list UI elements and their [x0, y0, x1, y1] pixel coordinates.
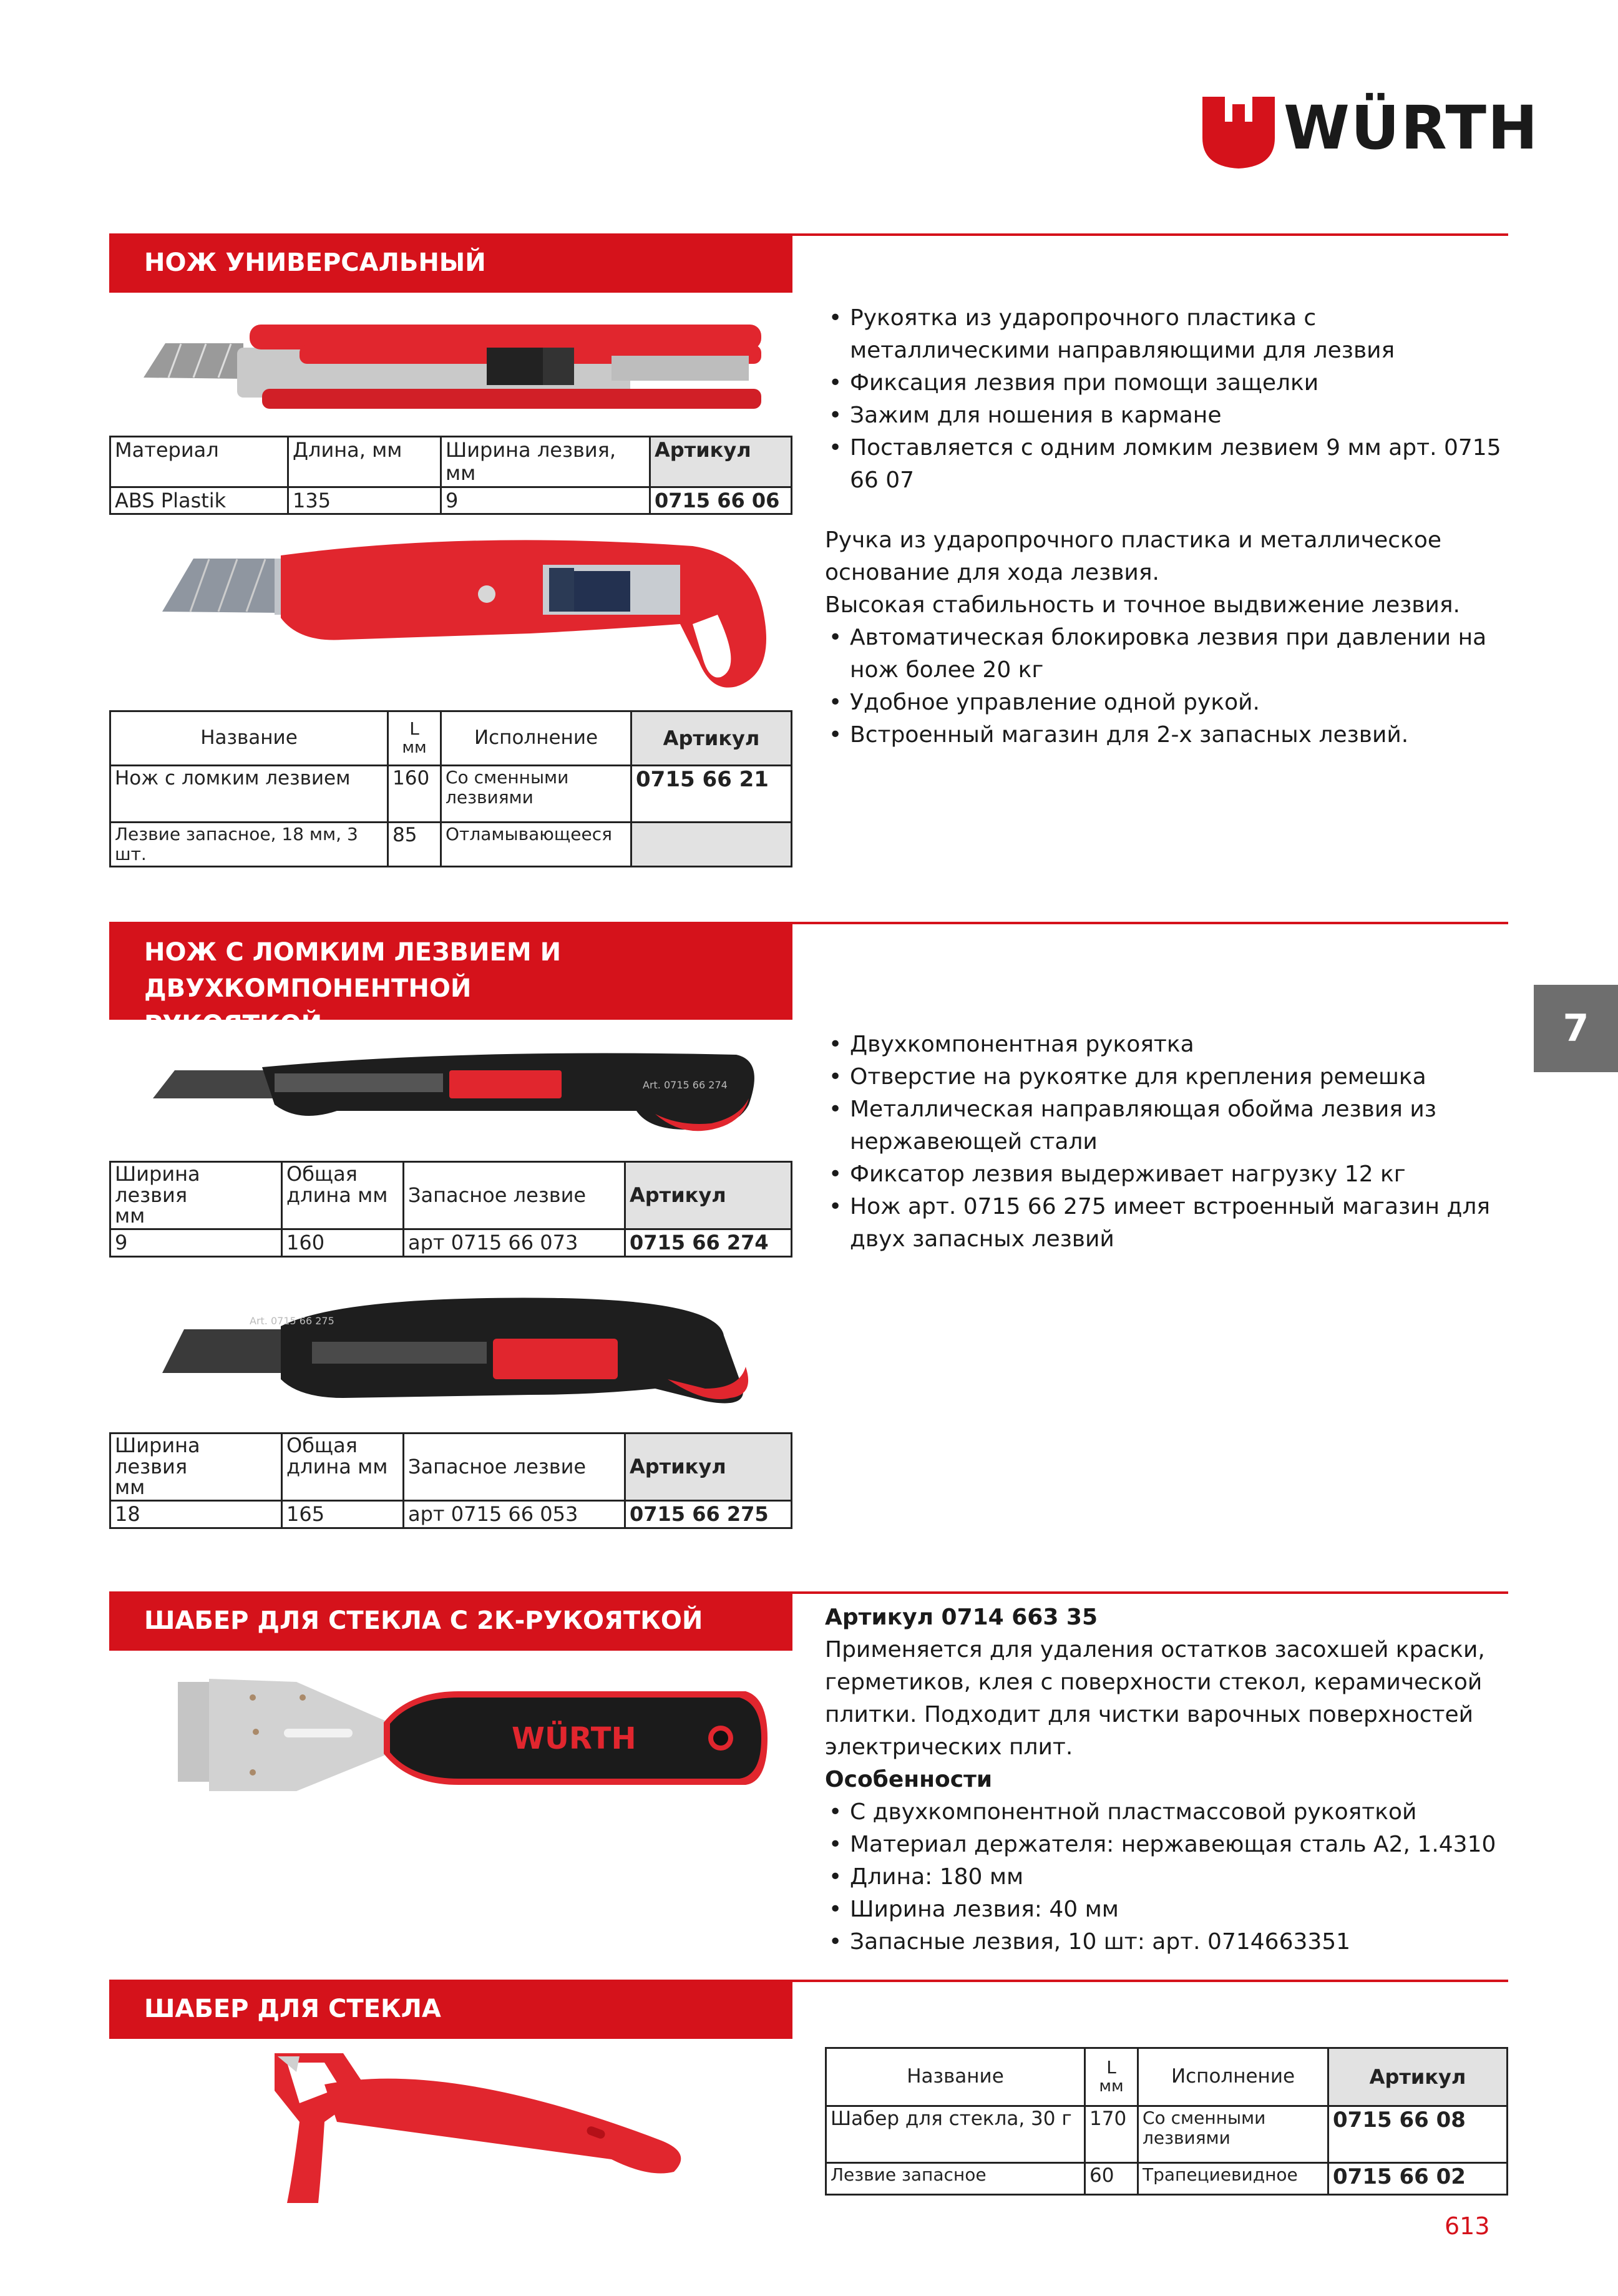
- article-number: Артикул 0714 663 35: [825, 1605, 1098, 1630]
- knife-275-image: [156, 1286, 768, 1423]
- table-cell: 165: [282, 1500, 404, 1528]
- section-rule: [792, 1591, 1508, 1594]
- table-header-length: Общая длина мм: [282, 1434, 404, 1501]
- section-title-2k-knife: НОЖ С ЛОМКИМ ЛЕЗВИЕМ И ДВУХКОМПОНЕНТНОЙ РУКОЯТКОЙ: [109, 922, 792, 1020]
- table-cell: арт 0715 66 073: [404, 1229, 625, 1256]
- table-header: Материал: [110, 437, 288, 487]
- section-title-glass-scraper: ШАБЕР ДЛЯ СТЕКЛА: [109, 1980, 792, 2039]
- table-cell: ABS Plastik: [110, 487, 288, 514]
- table-header-article: Артикул: [625, 1434, 792, 1501]
- logo-text: WÜRTH: [1284, 93, 1539, 163]
- table-cell: 60: [1085, 2163, 1138, 2195]
- table-cell: Трапециевидное: [1138, 2163, 1328, 2195]
- table-cell: Лезвие запасное: [826, 2163, 1085, 2195]
- page-number: 613: [1445, 2212, 1490, 2240]
- scraper-2k-description: [825, 1601, 1511, 1958]
- section-rule: [792, 922, 1508, 924]
- table-header-length: L мм: [1085, 2048, 1138, 2106]
- table-cell-article: 0715 66 08: [1328, 2106, 1508, 2163]
- list-item: • Двухкомпонентная рукоятка: [825, 1028, 1508, 1061]
- list-item: • Металлическая направляющая обойма лезвия из нержавеющей стали: [825, 1093, 1508, 1158]
- table-header-article: Артикул: [625, 1162, 792, 1229]
- table-cell-article: 0715 66 21: [631, 766, 792, 823]
- table-header-length: Общая длина мм: [282, 1162, 404, 1229]
- list-item: • С двухкомпонентной пластмассовой рукояткой: [825, 1796, 1511, 1829]
- table-header: Исполнение: [1138, 2048, 1328, 2106]
- list-item: • Удобное управление одной рукой.: [825, 686, 1508, 719]
- paragraph: Применяется для удаления остатков засохшей краски, герметиков, клея с поверхности стекол, керамической плитки. Подходит для чистки варочных поверхностей электрических плит.: [825, 1637, 1485, 1760]
- table-cell: 160: [388, 766, 441, 823]
- handle-logo: WÜRTH: [512, 1721, 636, 1756]
- table-cell-article: 0715 66 275: [625, 1500, 792, 1528]
- knife-275-table: [109, 1432, 792, 1529]
- table-header: Ширина лезвия, мм: [441, 437, 650, 487]
- list-item: • Фиксация лезвия при помощи защелки: [825, 367, 1508, 399]
- table-cell: 170: [1085, 2106, 1138, 2163]
- knife-274-table: [109, 1161, 792, 1258]
- table-cell: 85: [388, 823, 441, 867]
- table-cell: 9: [110, 1229, 282, 1256]
- table-header: Запасное лезвие: [404, 1162, 625, 1229]
- section-rule: [792, 233, 1508, 236]
- list-item: • Запасные лезвия, 10 шт: арт. 0714663351: [825, 1926, 1511, 1958]
- table-cell: Отламывающееся: [441, 823, 631, 867]
- 2k-knife-features: [825, 1028, 1508, 1256]
- table-header-article: Артикул: [1328, 2048, 1508, 2106]
- universal-knife-features: [825, 302, 1508, 497]
- table-cell: Лезвие запасное, 18 мм, 3 шт.: [110, 823, 388, 867]
- table-cell: 160: [282, 1229, 404, 1256]
- list-item: • Отверстие на рукоятке для крепления ремешка: [825, 1061, 1508, 1093]
- table-cell: арт 0715 66 053: [404, 1500, 625, 1528]
- table-cell-article: 0715 66 06: [650, 487, 792, 514]
- table-cell: 18: [110, 1500, 282, 1528]
- table-cell-article: 0715 66 02: [1328, 2163, 1508, 2195]
- features-title: Особенности: [825, 1767, 993, 1792]
- universal-knife-table: [109, 436, 792, 515]
- glass-scraper-image: [262, 2047, 699, 2209]
- list-item: • Автоматическая блокировка лезвия при давлении на нож более 20 кг: [825, 622, 1508, 686]
- section-rule: [792, 1980, 1508, 1982]
- table-cell: 135: [288, 487, 441, 514]
- table-header: Исполнение: [441, 711, 631, 766]
- paragraph: Высокая стабильность и точное выдвижение лезвия.: [825, 592, 1461, 618]
- list-item: • Длина: 180 мм: [825, 1861, 1511, 1893]
- table-cell: Нож с ломким лезвием: [110, 766, 388, 823]
- table-cell-article: [631, 823, 792, 867]
- table-cell: Со сменными лезвиями: [441, 766, 631, 823]
- wurth-emblem-icon: [1201, 97, 1276, 169]
- snap-knife-description: [825, 524, 1508, 751]
- snap-knife-image: [156, 530, 768, 699]
- table-cell-article: 0715 66 274: [625, 1229, 792, 1256]
- section-title-universal-knife: НОЖ УНИВЕРСАЛЬНЫЙ: [109, 233, 792, 293]
- list-item: • Ширина лезвия: 40 мм: [825, 1893, 1511, 1926]
- scraper-2k-image: [172, 1673, 771, 1804]
- table-header-article: Артикул: [631, 711, 792, 766]
- knife-b-label: Art. 0715 66 275: [250, 1315, 334, 1327]
- list-item: • Рукоятка из ударопрочного пластика с металлическими направляющими для лезвия: [825, 302, 1508, 367]
- wurth-logo: [1201, 93, 1539, 172]
- table-header-article: Артикул: [650, 437, 792, 487]
- table-header: Название: [110, 711, 388, 766]
- table-header-width: Ширина лезвия мм: [110, 1434, 282, 1501]
- knife-a-label: Art. 0715 66 274: [643, 1079, 728, 1091]
- snap-knife-table: [109, 710, 792, 867]
- table-header-width: Ширина лезвия мм: [110, 1162, 282, 1229]
- chapter-tab: 7: [1534, 985, 1618, 1072]
- list-item: • Материал держателя: нержавеющая сталь А2, 1.4310: [825, 1829, 1511, 1861]
- table-header-length: L мм: [388, 711, 441, 766]
- table-cell: Со сменными лезвиями: [1138, 2106, 1328, 2163]
- universal-knife-image: [137, 309, 774, 421]
- paragraph: Ручка из ударопрочного пластика и металлическое основание для хода лезвия.: [825, 527, 1442, 585]
- table-cell: 9: [441, 487, 650, 514]
- list-item: • Нож арт. 0715 66 275 имеет встроенный магазин для двух запасных лезвий: [825, 1191, 1508, 1256]
- list-item: • Встроенный магазин для 2-х запасных лезвий.: [825, 719, 1508, 751]
- glass-scraper-table: [825, 2047, 1508, 2196]
- knife-274-image: [150, 1036, 761, 1142]
- list-item: • Зажим для ношения в кармане: [825, 399, 1508, 432]
- table-header: Запасное лезвие: [404, 1434, 625, 1501]
- table-header: Длина, мм: [288, 437, 441, 487]
- list-item: • Фиксатор лезвия выдерживает нагрузку 12 кг: [825, 1158, 1508, 1191]
- table-cell: Шабер для стекла, 30 г: [826, 2106, 1085, 2163]
- section-title-2k-scraper: ШАБЕР ДЛЯ СТЕКЛА С 2К-РУКОЯТКОЙ: [109, 1591, 792, 1651]
- list-item: • Поставляется с одним ломким лезвием 9 мм арт. 0715 66 07: [825, 432, 1508, 497]
- table-header: Название: [826, 2048, 1085, 2106]
